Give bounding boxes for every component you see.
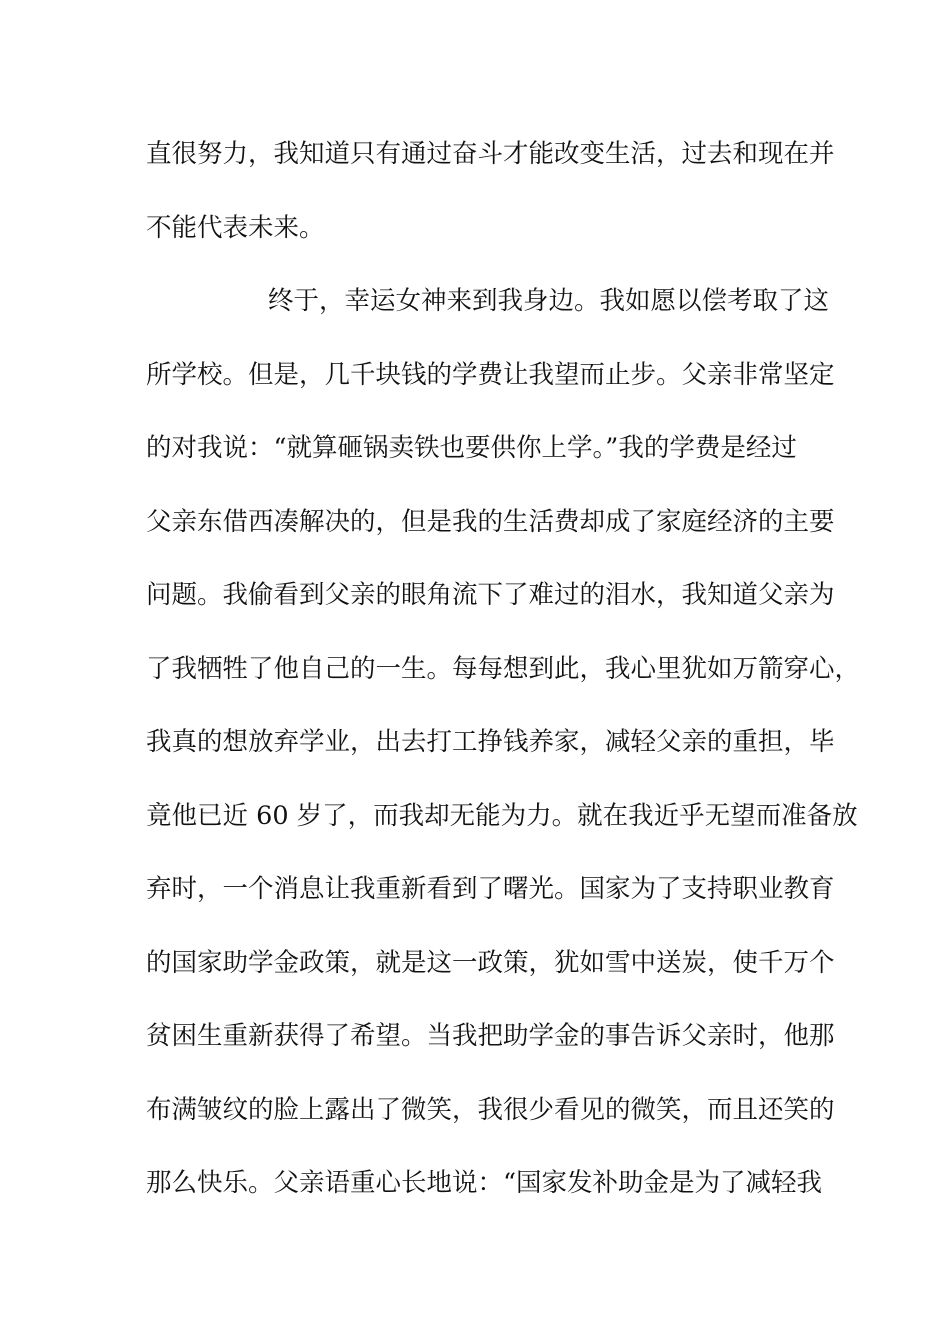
body-text [146, 131, 861, 1234]
text-line-12: 的国家助学金政策，就是这一政策，犹如雪中送炭，使千万个 [146, 947, 835, 978]
text-line-7: 问题。我偷看到父亲的眼角流下了难过的泪水，我知道父亲为 [146, 580, 835, 610]
text-line-15: 那么快乐。父亲语重心长地说：“国家发补助金是为了减轻我 [146, 1168, 823, 1198]
text-line-13: 贫困生重新获得了希望。当我把助学金的事告诉父亲时，他那 [146, 1021, 835, 1051]
text-line-1: 直很努力，我知道只有通过奋斗才能改变生活，过去和现在并 [146, 139, 835, 169]
text-line-6: 父亲东借西凑解决的，但是我的生活费却成了家庭经济的主要 [146, 506, 835, 537]
text-line-9: 我真的想放弃学业，出去打工挣钱养家，减轻父亲的重担，毕 [146, 727, 835, 757]
text-line-8: 了我牺牲了他自己的一生。每每想到此，我心里犹如万箭穿心， [146, 653, 861, 684]
text-line-14: 布满皱纹的脸上露出了微笑，我很少看见的微笑，而且还笑的 [146, 1094, 835, 1125]
text-line-2: 不能代表未来。 [146, 212, 325, 243]
text-line-11: 弃时，一个消息让我重新看到了曙光。国家为了支持职业教育 [146, 874, 835, 904]
paragraph-start-line: 终于，幸运女神来到我身边。我如愿以偿考取了这 [268, 286, 830, 316]
text-line-10: 竟他已近 60 岁了，而我却无能为力。就在我近乎无望而准备放 [146, 800, 858, 831]
text-line-4: 所学校。但是，几千块钱的学费让我望而止步。父亲非常坚定 [146, 359, 835, 390]
text-line-5: 的对我说：“就算砸锅卖铁也要供你上学。”我的学费是经过 [146, 433, 797, 463]
